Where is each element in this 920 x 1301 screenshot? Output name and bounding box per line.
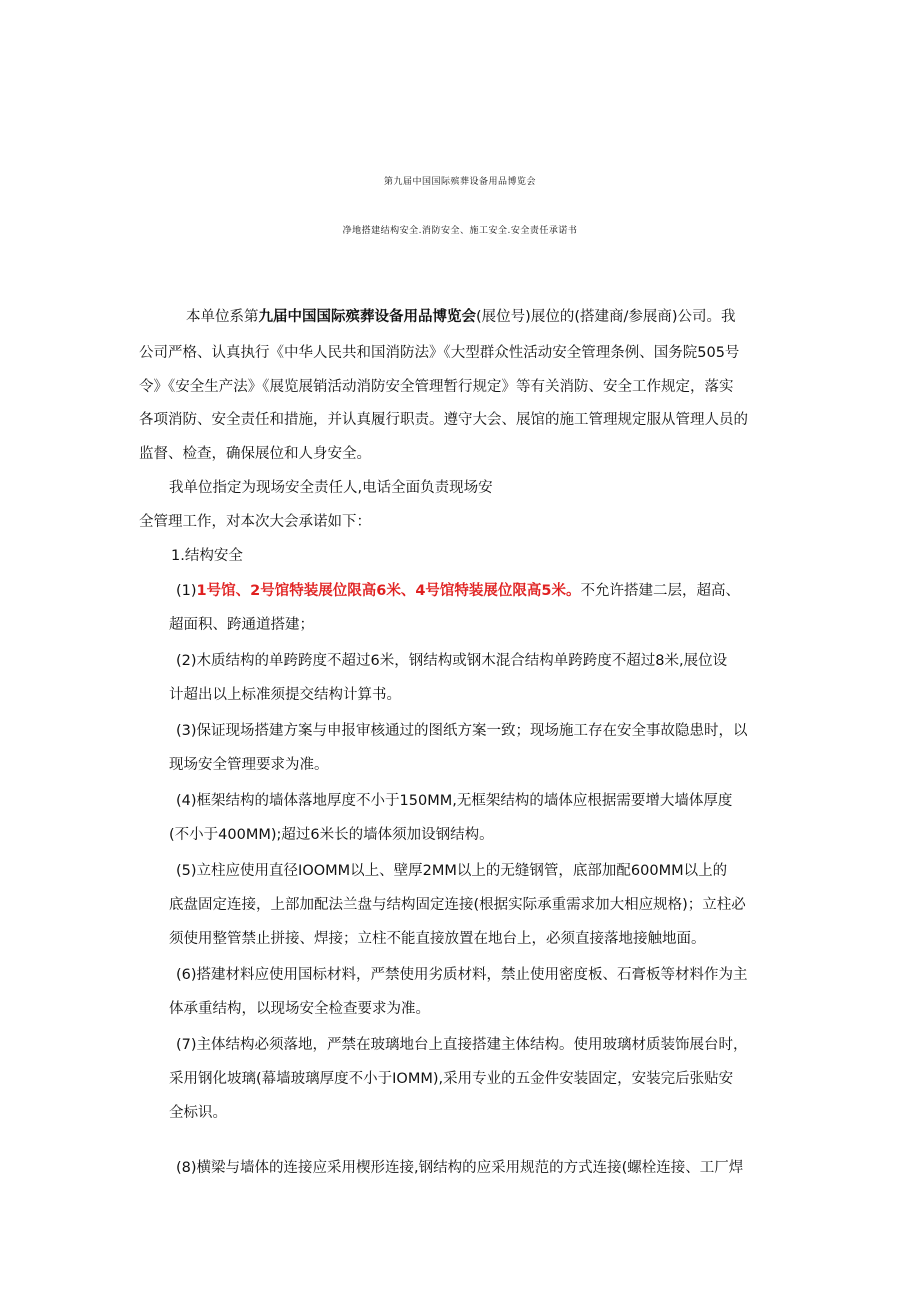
item4-line-2: (不小于400MM);超过6米长的墙体须加设钢结构。 [169,827,494,843]
item7-line-3: 全标识。 [169,1105,227,1121]
item1-line-2: 超面积、跨通道搭建； [169,617,314,633]
intro-line-4: 各项消防、安全责任和措施，并认真履行职责。遵守大会、展馆的施工管理规定服从管理人员的 [139,412,748,428]
item7-line-2: 采用钢化坡璃(幕墙玻璃厚度不小于IOMM),采用专业的五金件安装固定，安装完后张贴安 [169,1071,734,1087]
height-limit-highlight: 1号馆、2号馆特装展位限高6米、4号馆特装展位限高5米。 [196,583,581,599]
intro-line-5: 监督、检查，确保展位和人身安全。 [139,446,371,462]
item2-line-2: 计超出以上标准须提交结构计算书。 [169,687,401,703]
intro-line-2: 公司严格、认真执行《中华人民共和国消防法》《大型群众性活动安全管理条例、国务院505号 [139,345,740,361]
intro-text: 本单位系第 [186,309,259,325]
designation-line-1: 我单位指定为现场安全责任人,电话全面负责现场安 [169,480,493,496]
intro-line-1 [186,307,736,327]
document-title-line1: 第九届中国国际殡葬设备用品博览会 [383,177,536,187]
intro-line-3: 令》《安全生产法》《展览展销活动消防安全管理暂行规定》等有关消防、安全工作规定，落实 [139,379,734,395]
item-text: 不允许搭建二层，超高、 [580,583,740,599]
intro-text: (展位号)展位的(搭建商/参展商)公司。我 [476,309,736,325]
item5-line-3: 须使用整管禁止拼接、焊接；立柱不能直接放置在地台上，必须直接落地接触地面。 [169,931,706,947]
item5-line-2: 底盘固定连接，上部加配法兰盘与结构固定连接(根据实际承重需求加大相应规格)；立柱必 [169,897,746,913]
item1-line-1 [176,581,740,601]
item3-line-1: (3)保证现场搭建方案与申报审核通过的图纸方案一致；现场施工存在安全事故隐患时，以 [176,723,748,739]
item2-line-1: (2)木质结构的单跨跨度不超过6米，钢结构或钢木混合结构单跨跨度不超过8米,展位设 [176,653,728,669]
document-title-line2: 净地搭建结构安全.消防安全、施工安全.安全责任承诺书 [342,226,578,236]
item6-line-2: 体承重结构，以现场安全检查要求为准。 [169,1001,430,1017]
designation-line-2: 全管理工作，对本次大会承诺如下： [139,514,371,530]
item-number: (1) [176,583,197,599]
item3-line-2: 现场安全管理要求为准。 [169,757,329,773]
item4-line-1: (4)框架结构的墙体落地厚度不小于150MM,无框架结构的墙体应根据需要增大墙体厚度 [176,793,733,809]
item5-line-1: (5)立柱应使用直径IOOMM以上、壁厚2MM以上的无缝钢管，底部加配600MM以上的 [176,863,728,879]
item6-line-1: (6)搭建材料应使用国标材料，严禁使用劣质材料，禁止使用密度板、石膏板等材料作为主 [176,967,748,983]
expo-name-bold: 九届中国国际殡葬设备用品博览会 [258,309,476,325]
section-heading: 1.结构安全 [171,548,243,564]
item7-line-1: (7)主体结构必须落地，严禁在玻璃地台上直接搭建主体结构。使用玻璃材质装饰展台时， [176,1037,748,1053]
item8-line-1: (8)横梁与墙体的连接应采用楔形连接,钢结构的应采用规范的方式连接(螺栓连接、工厂焊 [176,1160,744,1176]
